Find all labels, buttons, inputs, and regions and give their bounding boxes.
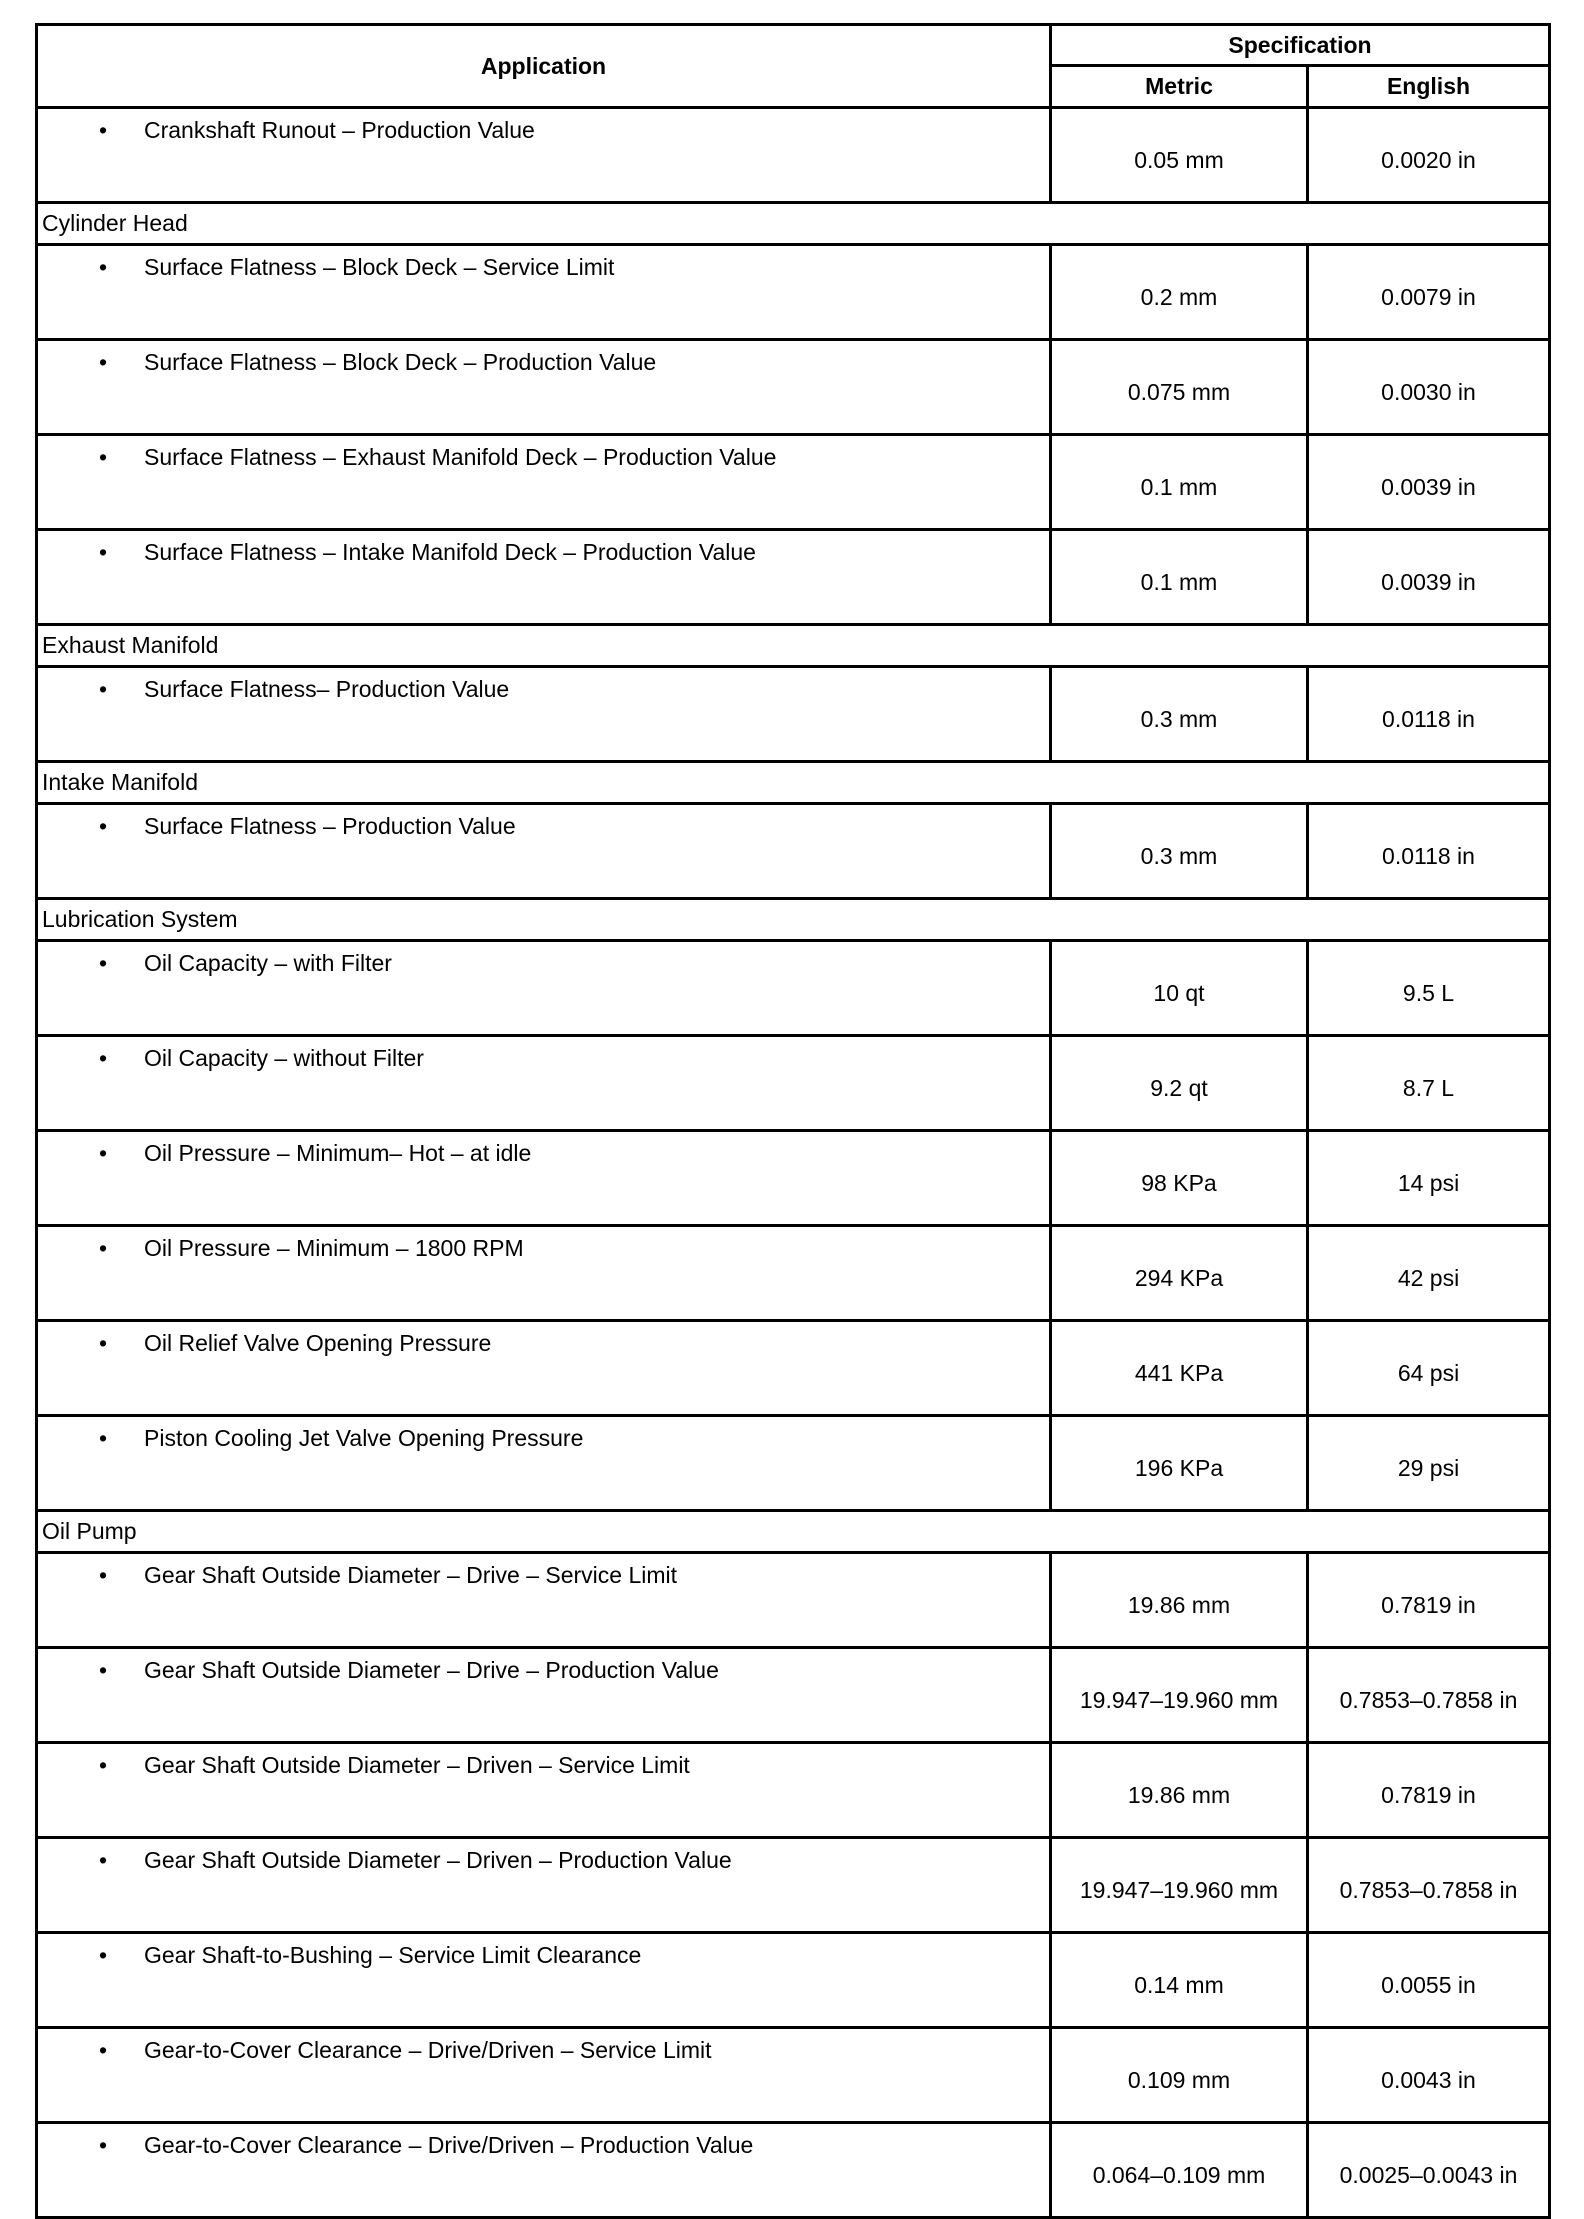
table-row [37,108,1550,203]
table-body [37,108,1550,2218]
section-row [37,625,1550,667]
section-heading: Exhaust Manifold [37,625,1550,667]
application-label: Oil Capacity – with Filter [144,950,392,976]
bullet-icon: • [98,1330,108,1356]
application-cell [37,1933,1051,2028]
section-heading: Oil Pump [37,1511,1550,1553]
metric-value: 10 qt [1051,941,1308,1036]
table-row [37,1838,1550,1933]
table-row [37,2028,1550,2123]
application-label: Gear Shaft Outside Diameter – Driven – Production Value [144,1847,732,1873]
metric-value: 0.075 mm [1051,340,1308,435]
application-cell [37,1553,1051,1648]
english-value: 0.7819 in [1308,1743,1550,1838]
bullet-icon: • [98,1235,108,1261]
metric-value: 0.064–0.109 mm [1051,2123,1308,2218]
bullet-icon: • [98,1657,108,1683]
metric-value: 0.1 mm [1051,530,1308,625]
application-cell [37,530,1051,625]
application-cell [37,108,1051,203]
bullet-icon: • [98,539,108,565]
english-value: 0.7853–0.7858 in [1308,1838,1550,1933]
header-specification: Specification [1051,25,1550,66]
bullet-icon: • [98,1425,108,1451]
english-value: 0.0025–0.0043 in [1308,2123,1550,2218]
application-label: Oil Pressure – Minimum– Hot – at idle [144,1140,532,1166]
application-cell [37,1648,1051,1743]
bullet-icon: • [98,1045,108,1071]
metric-value: 19.947–19.960 mm [1051,1838,1308,1933]
application-label: Gear-to-Cover Clearance – Drive/Driven – Production Value [144,2132,754,2158]
metric-value: 19.86 mm [1051,1553,1308,1648]
application-label: Piston Cooling Jet Valve Opening Pressure [144,1425,584,1451]
table-row [37,1648,1550,1743]
bullet-icon: • [98,2132,108,2158]
bullet-icon: • [98,1942,108,1968]
bullet-icon: • [98,1752,108,1778]
english-value: 29 psi [1308,1416,1550,1511]
application-cell [37,435,1051,530]
table-row [37,1036,1550,1131]
application-cell [37,1131,1051,1226]
metric-value: 0.3 mm [1051,667,1308,762]
table-row [37,1933,1550,2028]
english-value: 0.7819 in [1308,1553,1550,1648]
application-label: Oil Capacity – without Filter [144,1045,424,1071]
application-label: Gear Shaft Outside Diameter – Drive – Service Limit [144,1562,678,1588]
application-label: Surface Flatness– Production Value [144,676,510,702]
metric-value: 19.86 mm [1051,1743,1308,1838]
application-cell [37,1036,1051,1131]
section-row [37,203,1550,245]
english-value: 9.5 L [1308,941,1550,1036]
application-label: Gear-to-Cover Clearance – Drive/Driven – Service Limit [144,2037,712,2063]
metric-value: 0.1 mm [1051,435,1308,530]
bullet-icon: • [98,1847,108,1873]
english-value: 0.0118 in [1308,667,1550,762]
application-cell [37,1226,1051,1321]
metric-value: 98 KPa [1051,1131,1308,1226]
application-label: Gear Shaft-to-Bushing – Service Limit Clearance [144,1942,642,1968]
bullet-icon: • [98,117,108,143]
metric-value: 0.2 mm [1051,245,1308,340]
specification-table [35,23,1551,2219]
table-row [37,1743,1550,1838]
application-cell [37,804,1051,899]
english-value: 0.0118 in [1308,804,1550,899]
table-row [37,245,1550,340]
metric-value: 0.3 mm [1051,804,1308,899]
table-row [37,435,1550,530]
application-label: Gear Shaft Outside Diameter – Drive – Production Value [144,1657,719,1683]
application-cell [37,340,1051,435]
metric-value: 0.05 mm [1051,108,1308,203]
english-value: 0.0039 in [1308,435,1550,530]
application-cell [37,941,1051,1036]
application-cell [37,1416,1051,1511]
application-cell [37,245,1051,340]
application-cell [37,1743,1051,1838]
english-value: 0.0030 in [1308,340,1550,435]
metric-value: 196 KPa [1051,1416,1308,1511]
header-english: English [1308,66,1550,108]
english-value: 14 psi [1308,1131,1550,1226]
bullet-icon: • [98,444,108,470]
metric-value: 0.109 mm [1051,2028,1308,2123]
bullet-icon: • [98,676,108,702]
english-value: 0.7853–0.7858 in [1308,1648,1550,1743]
table-row [37,1553,1550,1648]
metric-value: 294 KPa [1051,1226,1308,1321]
application-label: Surface Flatness – Block Deck – Production Value [144,349,657,375]
metric-value: 0.14 mm [1051,1933,1308,2028]
english-value: 0.0055 in [1308,1933,1550,2028]
section-heading: Lubrication System [37,899,1550,941]
table-row [37,667,1550,762]
english-value: 0.0039 in [1308,530,1550,625]
application-label: Oil Relief Valve Opening Pressure [144,1330,492,1356]
bullet-icon: • [98,813,108,839]
table-row [37,1416,1550,1511]
table-row [37,804,1550,899]
application-label: Surface Flatness – Intake Manifold Deck – Production Value [144,539,756,565]
bullet-icon: • [98,254,108,280]
table-row [37,2123,1550,2218]
english-value: 64 psi [1308,1321,1550,1416]
table-row [37,530,1550,625]
header-metric: Metric [1051,66,1308,108]
table-row [37,1131,1550,1226]
application-label: Gear Shaft Outside Diameter – Driven – Service Limit [144,1752,690,1778]
bullet-icon: • [98,1562,108,1588]
application-cell [37,2028,1051,2123]
bullet-icon: • [98,349,108,375]
english-value: 8.7 L [1308,1036,1550,1131]
english-value: 0.0043 in [1308,2028,1550,2123]
application-label: Surface Flatness – Production Value [144,813,516,839]
metric-value: 9.2 qt [1051,1036,1308,1131]
application-cell [37,2123,1051,2218]
bullet-icon: • [98,2037,108,2063]
application-cell [37,667,1051,762]
section-row [37,1511,1550,1553]
application-label: Surface Flatness – Block Deck – Service Limit [144,254,615,280]
table-row [37,1321,1550,1416]
english-value: 0.0020 in [1308,108,1550,203]
bullet-icon: • [98,950,108,976]
table-row [37,941,1550,1036]
header-application: Application [37,25,1051,108]
table-row [37,340,1550,435]
english-value: 0.0079 in [1308,245,1550,340]
section-row [37,899,1550,941]
application-cell [37,1321,1051,1416]
bullet-icon: • [98,1140,108,1166]
application-label: Crankshaft Runout – Production Value [144,117,535,143]
section-row [37,762,1550,804]
application-label: Oil Pressure – Minimum – 1800 RPM [144,1235,524,1261]
english-value: 42 psi [1308,1226,1550,1321]
table-row [37,1226,1550,1321]
section-heading: Cylinder Head [37,203,1550,245]
section-heading: Intake Manifold [37,762,1550,804]
application-cell [37,1838,1051,1933]
metric-value: 441 KPa [1051,1321,1308,1416]
metric-value: 19.947–19.960 mm [1051,1648,1308,1743]
application-label: Surface Flatness – Exhaust Manifold Deck – Production Value [144,444,777,470]
